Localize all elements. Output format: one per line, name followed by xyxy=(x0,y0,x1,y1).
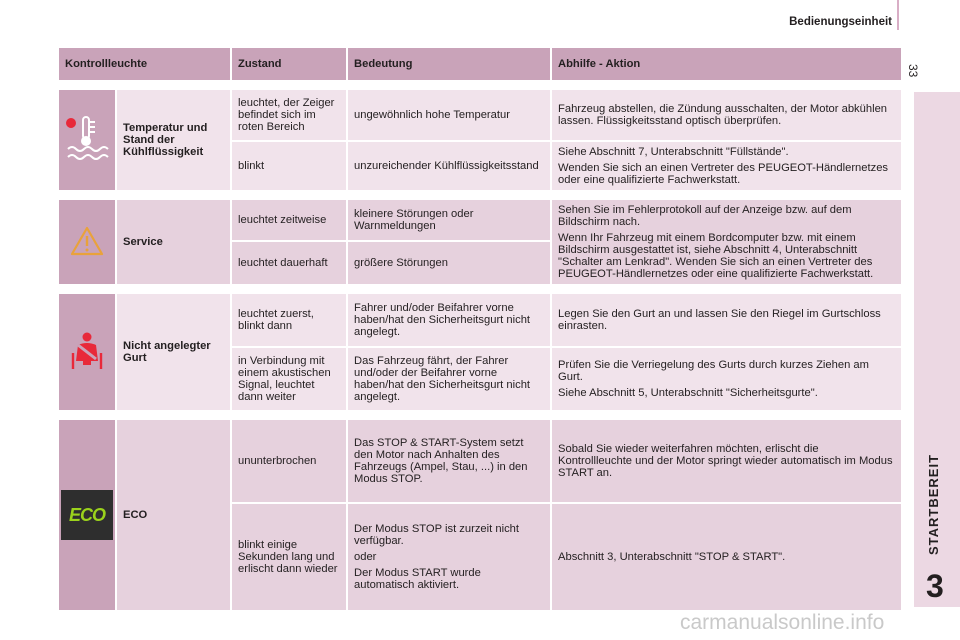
header-divider xyxy=(897,0,899,30)
abhilfe-cell xyxy=(551,293,902,347)
abhilfe-cell xyxy=(551,419,902,503)
column-header: Bedeutung xyxy=(347,47,551,81)
warning-triangle-icon xyxy=(70,226,104,259)
table-row xyxy=(58,293,902,347)
table-header-row xyxy=(58,47,902,81)
zustand-cell: leuchtet, der Zeiger befindet sich im roten Bereich xyxy=(231,89,347,141)
abhilfe-cell xyxy=(551,141,902,191)
bedeutung-cell: Das Fahrzeug fährt, der Fahrer und/oder der Beifahrer vorne haben/hat den Sicherheitsgurt nicht angelegt. xyxy=(347,347,551,411)
page-number: 33 xyxy=(906,64,920,78)
bedeutung-text: Der Modus START wurde automatisch aktiviert. xyxy=(354,567,481,591)
eco-icon-text: ECO xyxy=(68,505,105,525)
column-header: Zustand xyxy=(231,47,347,81)
watermark: carmanualsonline.info xyxy=(680,611,885,634)
bedeutung-cell: kleinere Störungen oder Warnmeldungen xyxy=(347,199,551,241)
warning-light-name: Service xyxy=(116,199,231,285)
abhilfe-text: Prüfen Sie die Verriegelung des Gurts durch kurzes Ziehen am Gurt. xyxy=(558,359,869,383)
abhilfe-cell xyxy=(551,347,902,411)
warning-light-name: Nicht angelegter Gurt xyxy=(116,293,231,411)
bedeutung-cell: Das STOP & START-System setzt den Motor nach Anhalten des Fahrzeugs (Ampel, Stau, ...) in den Modus STOP. xyxy=(347,419,551,503)
bedeutung-text: Der Modus STOP ist zurzeit nicht verfügbar. xyxy=(354,523,519,547)
warning-light-icon-cell xyxy=(58,293,116,411)
table-row xyxy=(58,199,902,241)
abhilfe-text: Wenn Ihr Fahrzeug mit einem Bordcomputer bzw. mit einem Bildschirm ausgestattet ist, siehe Abschnitt 4, Unterabschnitt "Schalter am Lenkrad". Wenden Sie sich an einen Vertreter des PEUGEOT-Händlernetzes oder eine qualifizierte Fachwerkstatt. xyxy=(558,232,874,280)
abhilfe-cell xyxy=(551,503,902,611)
abhilfe-text: Legen Sie den Gurt an und lassen Sie den Riegel im Gurtschloss einrasten. xyxy=(558,308,881,332)
seatbelt-icon xyxy=(70,331,104,374)
table-row xyxy=(58,419,902,503)
abhilfe-text: Wenden Sie sich an einen Vertreter des PEUGEOT-Händlernetzes oder eine qualifizierte Fachwerkstatt. xyxy=(558,162,889,186)
eco-icon xyxy=(61,490,113,540)
zustand-cell: blinkt xyxy=(231,141,347,191)
abhilfe-text: Abschnitt 3, Unterabschnitt "STOP & START". xyxy=(558,551,786,563)
chapter-number: 3 xyxy=(926,568,944,604)
zustand-cell: leuchtet zeitweise xyxy=(231,199,347,241)
zustand-cell: in Verbindung mit einem akustischen Signal, leuchtet dann weiter xyxy=(231,347,347,411)
abhilfe-text: Siehe Abschnitt 7, Unterabschnitt "Füllstände". xyxy=(558,146,789,158)
abhilfe-text: Fahrzeug abstellen, die Zündung ausschalten, der Motor abkühlen lassen. Flüssigkeitsstand optisch überprüfen. xyxy=(558,103,888,127)
abhilfe-text: Sobald Sie wieder weiterfahren möchten, erlischt die Kontrollleuchte und der Motor springt wieder automatisch im Modus START an. xyxy=(558,443,893,479)
warning-light-icon-cell xyxy=(58,199,116,285)
warning-light-name: ECO xyxy=(116,419,231,611)
zustand-cell: leuchtet dauerhaft xyxy=(231,241,347,285)
warning-lights-table xyxy=(57,46,903,612)
chapter-label: STARTBEREIT xyxy=(926,453,941,555)
warning-light-name: Temperatur und Stand der Kühlflüssigkeit xyxy=(116,89,231,191)
column-header: Kontrollleuchte xyxy=(58,47,231,81)
bedeutung-cell xyxy=(347,503,551,611)
bedeutung-cell: unzureichender Kühlflüssigkeitsstand xyxy=(347,141,551,191)
page-header-title: Bedienungseinheit xyxy=(789,16,892,28)
table-row xyxy=(58,89,902,141)
zustand-cell: leuchtet zuerst, blinkt dann xyxy=(231,293,347,347)
bedeutung-cell: Fahrer und/oder Beifahrer vorne haben/hat den Sicherheitsgurt nicht angelegt. xyxy=(347,293,551,347)
column-header: Abhilfe - Aktion xyxy=(551,47,902,81)
bedeutung-cell: ungewöhnlich hohe Temperatur xyxy=(347,89,551,141)
abhilfe-text: Sehen Sie im Fehlerprotokoll auf der Anzeige bzw. auf dem Bildschirm nach. xyxy=(558,204,852,228)
coolant-temperature-icon xyxy=(64,113,110,168)
zustand-cell: ununterbrochen xyxy=(231,419,347,503)
abhilfe-cell xyxy=(551,89,902,141)
bedeutung-text: oder xyxy=(354,551,377,563)
abhilfe-cell xyxy=(551,199,902,285)
abhilfe-text: Siehe Abschnitt 5, Unterabschnitt "Sicherheitsgurte". xyxy=(558,387,818,399)
warning-light-icon-cell xyxy=(58,419,116,611)
warning-light-icon-cell xyxy=(58,89,116,191)
zustand-cell: blinkt einige Sekunden lang und erlischt dann wieder xyxy=(231,503,347,611)
bedeutung-cell: größere Störungen xyxy=(347,241,551,285)
